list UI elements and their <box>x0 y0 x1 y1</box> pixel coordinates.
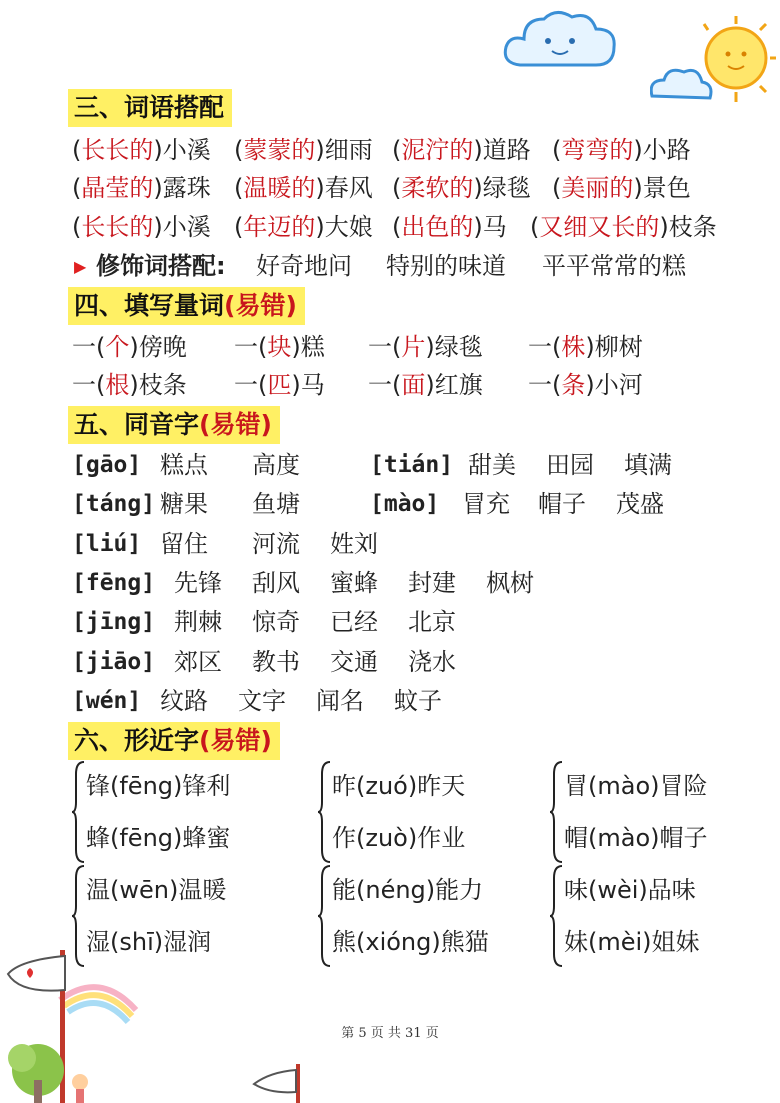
brace-icon <box>550 864 564 968</box>
similar-char-line: 能(néng)能力 <box>332 876 484 904</box>
cloud-icon <box>500 5 620 77</box>
similar-char-line: 熊(xióng)熊猫 <box>332 928 489 956</box>
similar-char-line: 味(wèi)品味 <box>564 876 696 904</box>
brace-icon <box>72 760 86 864</box>
triangle-bullet-icon: ▶ <box>74 257 87 276</box>
section-4-title: 四、填写量词(易错) <box>68 287 305 325</box>
flag-icon <box>250 1060 320 1103</box>
brace-icon <box>550 760 564 864</box>
similar-char-line: 昨(zuó)昨天 <box>332 772 466 800</box>
similar-char-line: 冒(mào)冒险 <box>564 772 708 800</box>
similar-char-line: 妹(mèi)姐妹 <box>564 928 700 956</box>
page-footer: 第 5 页 共 31 页 <box>341 1026 439 1041</box>
similar-char-line: 帽(mào)帽子 <box>564 824 708 852</box>
document-page: 三、词语搭配 (长长的)小溪 (蒙蒙的)细雨 (泥泞的)道路 (弯弯的)小路 (晶莹的)露珠 (温暖的)春风 (柔软的)绿毯 (美丽的)景色 (长长的)小溪 (年迈的)大娘 (出色的)马 (又细又长的)枝条 ▶ 修饰词搭配: 好奇地问 特别的味道 平平常常的糕 四、填写量词(易错) 一(个)傍晚 一(块)糕 一(片)绿毯 一(株)柳树 一(根)枝条 一(匹)马 一(面)红旗 一(条)小河 五、同音字(易错) [gāo] 糕点 高度 [tián] 甜美 田园 填满 [táng] 糖果 鱼塘 [mào] 冒充 帽子 茂盛 [liú] 留住 河流 姓刘 [fēng] 先锋 刮风 蜜蜂 封建 枫树 [jīng] 荆棘 惊奇 已经 北京 [jiāo] 郊区 教书 交通 浇水 [wén] 纹路 文字 闻名 蚊子 六、形近字(易错) 锋(fēng)锋利 蜂(fēng)蜂蜜 昨(zuó)昨天 作(zuò)作业 冒(mào)冒险 帽(mào)帽子 温(wēn)温暖 湿(shī)湿润 能(néng)能力 熊(xióng)熊猫 味(wèi)品味 妹(mèi)姐妹 第 5 页 共 31 页 <box>0 0 780 1103</box>
section-3-title: 三、词语搭配 <box>68 89 232 127</box>
similar-char-line: 蜂(fēng)蜂蜜 <box>86 824 231 852</box>
similar-char-line: 湿(shī)湿润 <box>86 928 212 956</box>
brace-icon <box>318 760 332 864</box>
similar-char-line: 作(zuò)作业 <box>332 824 466 852</box>
section-6-title: 六、形近字(易错) <box>68 722 280 760</box>
sun-icon <box>650 10 778 110</box>
brace-icon <box>318 864 332 968</box>
section-5-title: 五、同音字(易错) <box>68 406 280 444</box>
similar-char-line: 温(wēn)温暖 <box>86 876 227 904</box>
similar-char-line: 锋(fēng)锋利 <box>86 772 231 800</box>
